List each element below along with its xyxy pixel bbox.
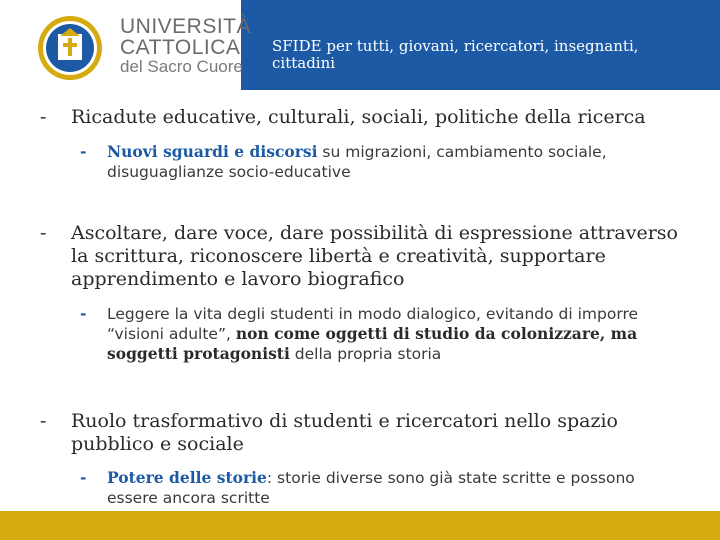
sub-bullet-text: : storie diverse sono già state scritte e possono essere ancora scritte xyxy=(107,469,635,507)
bullet-text: Ascoltare, dare voce, dare possibilità di espressione attraverso la scrittura, riconoscere libertà e creatività, supportare apprendimento e lavoro biografico xyxy=(71,222,678,290)
sub-bullet-dash: - xyxy=(80,143,87,161)
sub-bullet-2 xyxy=(80,304,690,364)
slide-title: SFIDE per tutti, giovani, ricercatori, insegnanti, cittadini xyxy=(272,37,639,72)
sub-bullet-3 xyxy=(80,468,690,508)
sub-bullet-emphasis: non come oggetti di studio da colonizzare, ma soggetti protagonisti xyxy=(107,324,638,363)
sub-bullet-dash: - xyxy=(80,305,87,323)
logo-line-1: UNIVERSITÀ xyxy=(120,15,252,38)
logo-line-2: CATTOLICA xyxy=(120,36,241,59)
bullet-dash: - xyxy=(40,410,47,432)
bullet-2 xyxy=(40,222,690,291)
university-logo xyxy=(36,14,252,82)
sub-bullet-text-end: della propria storia xyxy=(289,345,442,363)
footer-band xyxy=(0,511,720,540)
sub-bullet-emphasis: Nuovi sguardi e discorsi xyxy=(107,142,318,161)
sub-bullet-text: Leggere la vita degli studenti in modo dialogico, evitando di imporre “visioni adulte”, xyxy=(107,305,639,343)
sub-bullet-text: su migrazioni, cambiamento sociale, disuguaglianze socio-educative xyxy=(107,143,607,181)
sub-bullet-dash: - xyxy=(80,469,87,487)
bullet-1 xyxy=(40,106,690,129)
bullet-dash: - xyxy=(40,222,47,244)
university-seal-icon xyxy=(36,14,104,82)
logo-line-3: del Sacro Cuore xyxy=(120,57,243,76)
bullet-3 xyxy=(40,410,690,456)
bullet-text: Ruolo trasformativo di studenti e ricercatori nello spazio pubblico e sociale xyxy=(71,410,618,455)
sub-bullet-emphasis: Potere delle storie xyxy=(107,468,267,487)
sub-bullet-1 xyxy=(80,142,690,182)
bullet-dash: - xyxy=(40,106,47,128)
bullet-text: Ricadute educative, culturali, sociali, politiche della ricerca xyxy=(71,106,646,128)
